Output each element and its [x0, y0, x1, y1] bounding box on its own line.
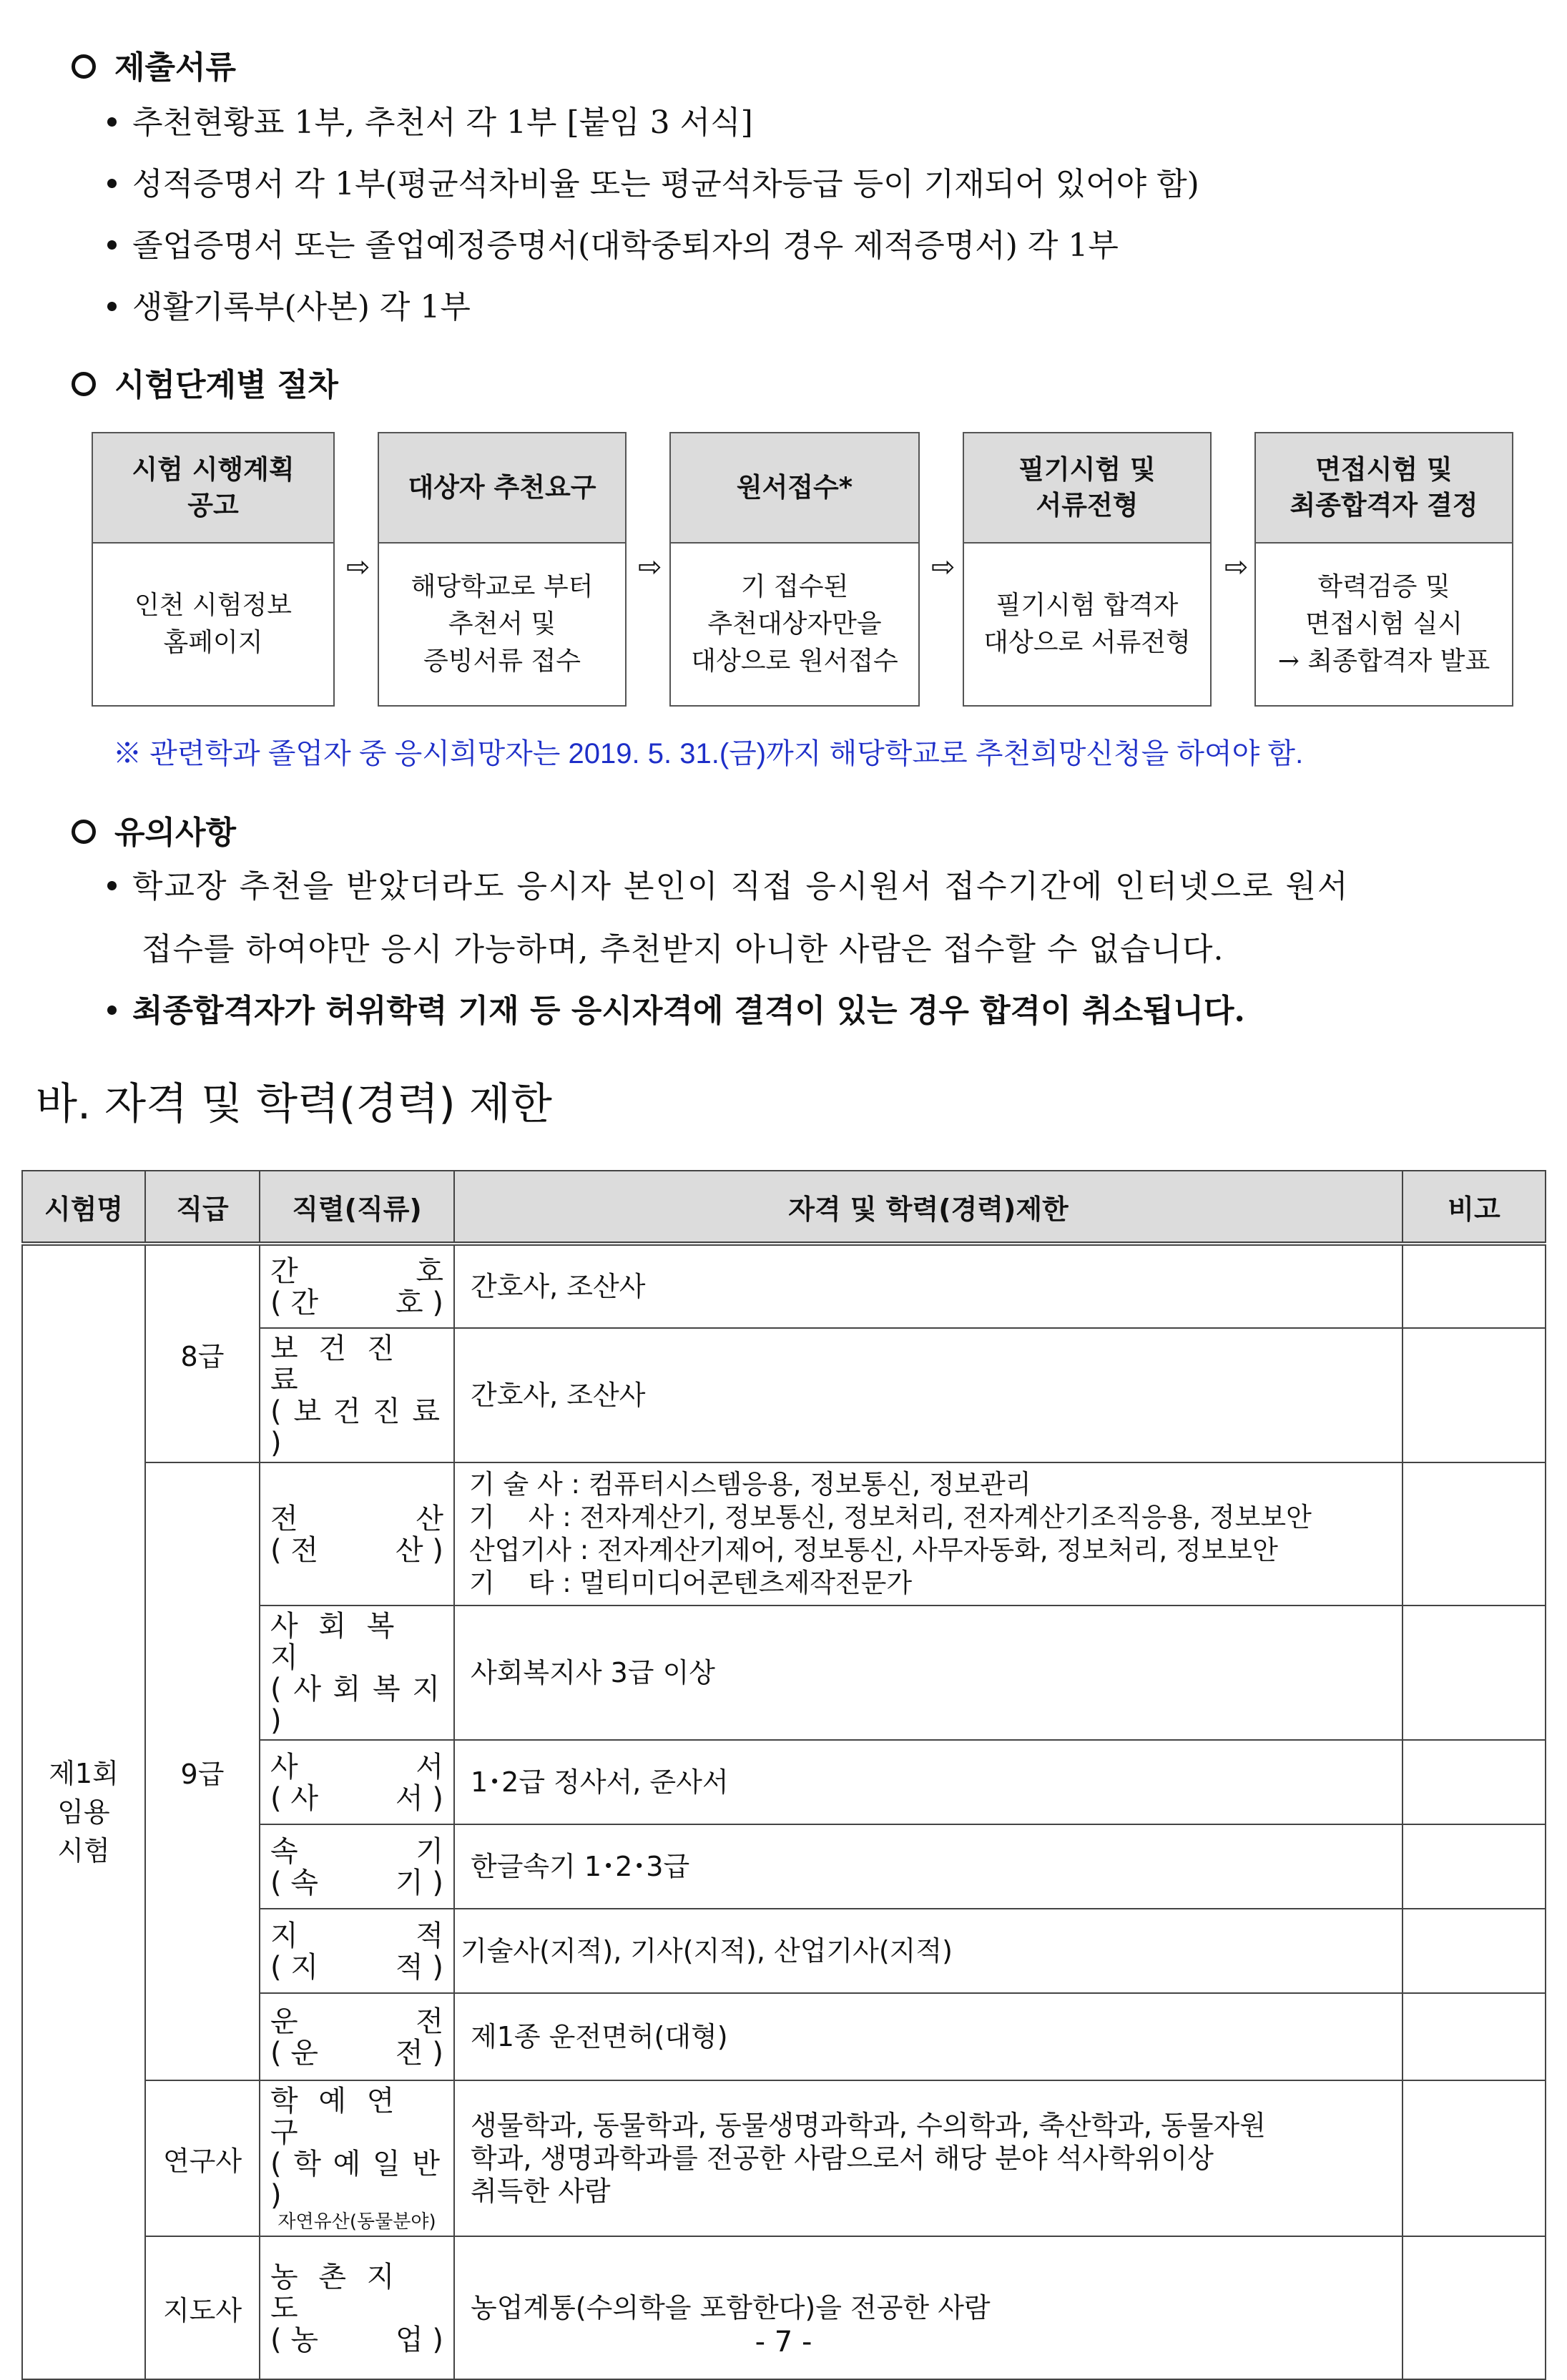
remarks-cell [1403, 1244, 1546, 1328]
flow-step-1 [92, 432, 335, 707]
flow-step-body: 인천 시험정보 홈페이지 [134, 591, 293, 657]
qualification-cell: 기 술 사 : 컴퓨터시스템응용, 정보통신, 정보관리 기 사 : 전자계산기, 정보통신, 정보처리, 전자계산기조직응용, 정보보안 산업기사 : 전자계산기제어, 정보통신, 사무자동화, 정보처리, 정보보안 기 타 : 멀티미디어콘텐츠제작전문가 [454, 1462, 1403, 1605]
list-item: 성적증명서 각 1부(평균석차비율 또는 평균석차등급 등이 기재되어 있어야 함) [107, 163, 1199, 206]
list-item: 추천현황표 1부, 추천서 각 1부 [붙임 3 서식] [107, 102, 753, 144]
qualification-cell: 간호사, 조산사 [454, 1328, 1403, 1462]
qualification-cell: 사회복지사 3급 이상 [454, 1605, 1403, 1740]
page-number: - 7 - [755, 2326, 812, 2359]
qualification-cell: 1･2급 정사서, 준사서 [454, 1740, 1403, 1824]
job-series: 학 예 연 구 ( 학 예 일 반 ) 자연유산(동물분야) [260, 2080, 454, 2236]
list-item: 학교장 추천을 받았더라도 응시자 본인이 직접 응시원서 접수기간에 인터넷으로 원서 [107, 865, 1350, 908]
flow-step-body: 해당학교로 부터 추천서 및 증빙서류 접수 [411, 572, 594, 676]
table-row [22, 1462, 1546, 1605]
list-item: 최종합격자가 허위학력 기재 등 응시자격에 결격이 있는 경우 합격이 취소됩니다. [107, 990, 1245, 1033]
page-title: 바. 자격 및 학력(경력) 제한 [36, 1079, 552, 1129]
section-heading-procedure: 시험단계별 절차 [72, 359, 338, 405]
bullet-icon [107, 881, 117, 890]
arrow-right-icon: ⇨ [638, 551, 662, 584]
section-heading-notes: 유의사항 [72, 807, 236, 852]
bullet-icon [107, 117, 117, 127]
bullet-icon [107, 240, 117, 250]
arrow-right-icon: ⇨ [346, 551, 370, 584]
job-series: 전 산 ( 전 산 ) [260, 1462, 454, 1605]
job-series: 지 적 ( 지 적 ) [260, 1909, 454, 1993]
flow-step-4 [963, 432, 1212, 707]
header-remarks: 비고 [1403, 1171, 1546, 1244]
bullet-icon [107, 302, 117, 311]
remarks-cell [1403, 1328, 1546, 1462]
remarks-cell [1403, 1605, 1546, 1740]
qualification-cell: 제1종 운전면허(대형) [454, 1993, 1403, 2080]
flow-step-2 [378, 432, 627, 707]
flow-step-5 [1254, 432, 1513, 707]
qualification-cell: 기술사(지적), 기사(지적), 산업기사(지적) [454, 1909, 1403, 1993]
job-series: 보 건 진 료 ( 보 건 진 료 ) [260, 1328, 454, 1462]
table-row [22, 1244, 1546, 1328]
circle-bullet-icon [72, 820, 96, 844]
remarks-cell [1403, 1740, 1546, 1824]
rank-8: 8급 [145, 1244, 260, 1462]
qualification-table [21, 1170, 1546, 2380]
flow-step-body: 학력검증 및 면접시험 실시 → 최종합격자 발표 [1277, 572, 1490, 676]
flow-step-body: 기 접수된 추천대상자만을 대상으로 원서접수 [691, 572, 898, 676]
qualification-cell: 생물학과, 동물학과, 동물생명과학과, 수의학과, 축산학과, 동물자원 학과, 생명과학과를 전공한 사람으로서 해당 분야 석사학위이상 취득한 사람 [454, 2080, 1403, 2236]
flow-step-title: 필기시험 및 서류전형 [964, 433, 1210, 544]
bullet-icon [107, 179, 117, 188]
header-qualification: 자격 및 학력(경력)제한 [454, 1171, 1403, 1244]
circle-bullet-icon [72, 372, 96, 396]
flow-step-title: 대상자 추천요구 [379, 433, 625, 544]
flow-step-title: 시험 시행계획 공고 [93, 433, 333, 544]
job-series: 사 회 복 지 ( 사 회 복 지 ) [260, 1605, 454, 1740]
list-item: 생활기록부(사본) 각 1부 [107, 286, 471, 329]
remarks-cell [1403, 1824, 1546, 1909]
flow-step-title: 면접시험 및 최종합격자 결정 [1256, 433, 1512, 544]
flow-step-body: 필기시험 합격자 대상으로 서류전형 [983, 591, 1191, 657]
rank-guide: 지도사 [145, 2236, 260, 2379]
job-series: 간 호 ( 간 호 ) [260, 1244, 454, 1328]
table-row [22, 2080, 1546, 2236]
rank-9: 9급 [145, 1462, 260, 2080]
qualification-cell: 농업계통(수의학을 포함한다)을 전공한 사람 [454, 2236, 1403, 2379]
rank-researcher: 연구사 [145, 2080, 260, 2236]
remarks-cell [1403, 1909, 1546, 1993]
job-series: 운 전 ( 운 전 ) [260, 1993, 454, 2080]
flow-note: ※ 관련학과 졸업자 중 응시희망자는 2019. 5. 31.(금)까지 해당학교로 추천희망신청을 하여야 함. [113, 738, 1304, 769]
table-header-row [22, 1171, 1546, 1244]
flow-step-title: 원서접수* [671, 433, 918, 544]
header-rank: 직급 [145, 1171, 260, 1244]
circle-bullet-icon [72, 54, 96, 79]
header-exam: 시험명 [22, 1171, 145, 1244]
job-series: 속 기 ( 속 기 ) [260, 1824, 454, 1909]
flow-step-3 [669, 432, 920, 707]
bullet-icon [107, 1005, 117, 1015]
remarks-cell [1403, 2080, 1546, 2236]
list-item: 졸업증명서 또는 졸업예정증명서(대학중퇴자의 경우 제적증명서) 각 1부 [107, 225, 1119, 267]
job-series: 사 서 ( 사 서 ) [260, 1740, 454, 1824]
section-heading-documents: 제출서류 [72, 41, 236, 87]
remarks-cell [1403, 1993, 1546, 2080]
arrow-right-icon: ⇨ [1224, 551, 1249, 584]
remarks-cell [1403, 1462, 1546, 1605]
list-item-continuation: 접수를 하여야만 응시 가능하며, 추천받지 아니한 사람은 접수할 수 없습니다. [142, 931, 1224, 968]
arrow-right-icon: ⇨ [931, 551, 956, 584]
qualification-cell: 한글속기 1･2･3급 [454, 1824, 1403, 1909]
qualification-cell: 간호사, 조산사 [454, 1244, 1403, 1328]
exam-name: 제1회 임용 시험 [22, 1244, 145, 2379]
job-series: 농 촌 지 도 ( 농 업 ) [260, 2236, 454, 2379]
header-job: 직렬(직류) [260, 1171, 454, 1244]
